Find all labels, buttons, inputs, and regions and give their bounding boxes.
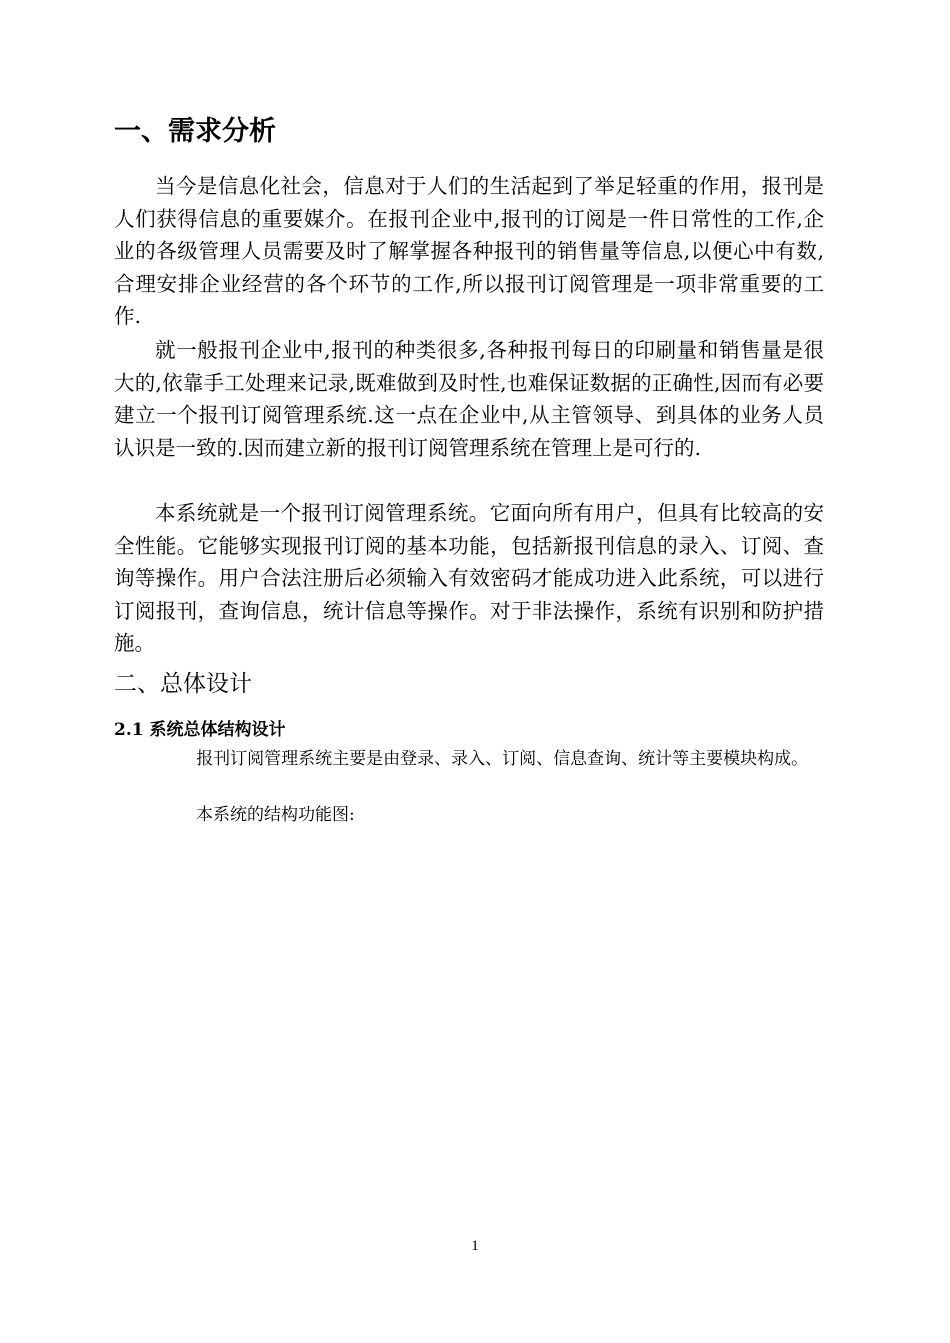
section-heading-requirements: 一、需求分析: [114, 116, 276, 147]
body-paragraph: 就一般报刊企业中,报刊的种类很多,各种报刊每日的印刷量和销售量是很大的,依靠手工处理来记录,既难做到及时性,也难保证数据的正确性,因而有必要建立一个报刊订阅管理系统.这一点在企业中,从主管领导、到具体的业务人员认识是一致的.因而建立新的报刊订阅管理系统在管理上是可行的.: [114, 338, 824, 460]
body-paragraph: 当今是信息化社会，信息对于人们的生活起到了举足轻重的作用，报刊是人们获得信息的重要媒介。在报刊企业中,报刊的订阅是一件日常性的工作,企业的各级管理人员需要及时了解掌握各种报刊的销售量等信息,以便心中有数,合理安排企业经营的各个环节的工作,所以报刊订阅管理是一项非常重要的工作.: [114, 174, 824, 329]
body-paragraph: 本系统就是一个报刊订阅管理系统。它面向所有用户，但具有比较高的安全性能。它能够实现报刊订阅的基本功能，包括新报刊信息的录入、订阅、查询等操作。用户合法注册后必须输入有效密码才能成功进入此系统，可以进行订阅报刊，查询信息，统计信息等操作。对于非法操作，系统有识别和防护措施。: [114, 501, 824, 656]
body-paragraph: 报刊订阅管理系统主要是由登录、录入、订阅、信息查询、统计等主要模块构成。: [196, 749, 809, 769]
subsection-heading-structure: 2.1 系统总体结构设计: [114, 720, 286, 740]
page-number: 1: [471, 1238, 479, 1254]
figure-intro-text: 本系统的结构功能图:: [196, 805, 355, 825]
section-heading-overall-design: 二、总体设计: [114, 671, 252, 697]
